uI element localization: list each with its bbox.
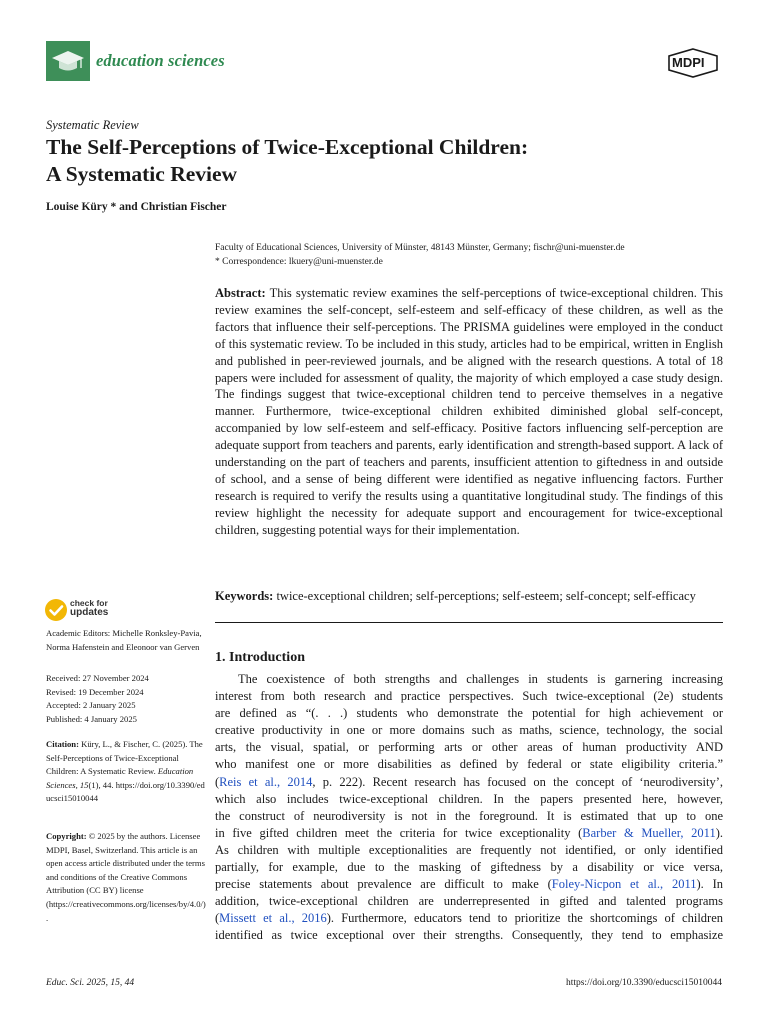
- body-line: [215, 688, 723, 705]
- affiliations: [215, 242, 625, 269]
- body-text-segment: ). Furthermore, educators tend to prioritize the shortcomings of children: [326, 911, 723, 926]
- copyright-block: [46, 830, 206, 925]
- body-text-segment: the construct of neurodiversity is not in the foreground. It is estimated that up to one: [215, 808, 723, 823]
- body-text-segment: As children with multiple exceptionalities are frequently not identified, or only identified: [215, 842, 723, 857]
- body-line: [215, 774, 723, 791]
- mdpi-logo[interactable]: [664, 47, 722, 79]
- citation-link[interactable]: Barber & Mueller, 2011: [582, 825, 716, 840]
- body-text-segment: precise statements about prevalence are difficult to make (: [215, 877, 552, 892]
- body-line: [215, 808, 723, 825]
- body-text-segment: are defined as “(. . .) students who demonstrate the potential for high achievement or: [215, 706, 723, 721]
- footer-doi[interactable]: https://doi.org/10.3390/educsci15010044: [565, 978, 722, 988]
- publication-dates: [46, 672, 206, 726]
- abstract-label: Abstract:: [215, 286, 266, 300]
- author-list: Louise Küry * and Christian Fischer: [46, 201, 227, 213]
- body-line: [215, 842, 723, 859]
- affiliation-line: Faculty of Educational Sciences, University of Münster, 48143 Münster, Germany; fischr@uni-muenster.de: [215, 243, 625, 253]
- check-for-updates-label[interactable]: [70, 599, 108, 617]
- body-line: [215, 927, 723, 944]
- body-line: [215, 756, 723, 773]
- body-text-segment: (: [215, 774, 220, 789]
- citation-link[interactable]: Reis et al., 2014: [219, 774, 313, 789]
- body-line: [215, 825, 723, 842]
- abstract: [215, 285, 723, 539]
- article-title: [46, 134, 706, 188]
- citation-label: Citation:: [46, 739, 79, 749]
- footer-left-text: Educ. Sci. 2025, 15, 44: [46, 978, 135, 988]
- publisher-name: MDPI: [672, 55, 705, 70]
- keywords-label: Keywords:: [215, 589, 274, 603]
- citation-block: [46, 738, 206, 806]
- body-text-segment: , p. 222). Recent research has focused on the concept of ‘neurodiversity’,: [312, 774, 723, 789]
- copyright-label: Copyright:: [46, 831, 87, 841]
- body-text-segment: interest from both research and practice perspectives. Such twice-exceptional (2e) students: [215, 689, 723, 704]
- graduation-cap-icon: [46, 41, 90, 81]
- citation-text: Küry, L., & Fischer, C. (2025). The Self-Perceptions of Twice-Exceptional Children: A Systematic Review.: [46, 739, 203, 777]
- article-type: Systematic Review: [46, 118, 139, 132]
- date-revised: Revised: 19 December 2024: [46, 686, 144, 697]
- abstract-text: This systematic review examines the self-perceptions of twice-exceptional children. This review examines the self-concept, self-esteem and self-efficacy of these children, as well as the factors that influence their self-perceptions. The PRISMA guidelines were employed in the conduct of this systematic review. To be included in this study, articles had to be empirical, written in English and published in peer-reviewed journals, and be aligned with the research questions. A total of 18 papers were included for assessment of quality, the majority of which employed a case study design. The findings suggest that twice-exceptional children tend to perceive themselves in a negative manner. Furthermore, twice-exceptional children exhibited diminished global self-concept, accompanied by low self-esteem and self-efficacy. Positive factors influencing self-perception are adequate support from teachers and parents, early identification and strength-based support. A lack of understanding on the part of teachers and parents, insufficient attention to giftedness in and outside of school, and a sense of being different were identified as negative influencing factors. Further research is required to verify the results using a quantitative longitudinal study. The findings of this review highlight the necessity for adequate support and encouragement for twice-exceptional children, suggesting potential ways for their implementation.: [215, 286, 723, 537]
- citation-rest[interactable]: (1), 44. https://doi.org/10.3390/educsci15010044: [46, 779, 205, 804]
- copyright-text: © 2025 by the authors. Licensee MDPI, Basel, Switzerland. This article is an open access article distributed under the terms and conditions of the Creative Commons Attribution (CC BY) license (https://creativecommons.org/licenses/by/4.0/).: [46, 831, 206, 923]
- title-line-1: The Self-Perceptions of Twice-Exceptional Children:: [46, 135, 529, 159]
- body-text-segment: partially, for example, due to the masking of giftedness by a disability or vice versa,: [215, 860, 723, 875]
- title-line-2: A Systematic Review: [46, 162, 238, 186]
- body-line: [215, 859, 723, 876]
- body-line: [215, 705, 723, 722]
- body-line: [215, 876, 723, 893]
- body-text-segment: arts, the visual, spatial, or performing arts or other areas of human productivity AND: [215, 740, 723, 755]
- body-text-segment: in five gifted children meet the criteria for twice exceptionality (: [215, 825, 583, 840]
- body-text-segment: ). In: [696, 877, 724, 892]
- body-line: [215, 893, 723, 910]
- section-divider: [215, 622, 723, 623]
- body-text-segment: addition, twice-exceptional children are underrepresented in gifted and talented programs: [215, 894, 723, 909]
- citation-link[interactable]: Foley-Nicpon et al., 2011: [551, 877, 697, 892]
- citation-link[interactable]: Missett et al., 2016: [219, 911, 327, 926]
- body-line: [215, 791, 723, 808]
- journal-name[interactable]: education sciences: [96, 51, 225, 70]
- check-for-updates-badge[interactable]: [43, 597, 69, 628]
- body-text-segment: identified as twice exceptional over their strengths. Consequently, they tend to emphasize: [215, 928, 723, 943]
- journal-logo: [46, 41, 90, 81]
- body-text-segment: who manifest one or more disabilities as defined by federal or state eligibility criteria.”: [215, 757, 723, 772]
- body-text-segment: The coexistence of both strengths and challenges in students is garnering increasing: [238, 672, 723, 686]
- body-text-segment: creative productivity in one or more domains such as maths, science, technology, the social: [215, 723, 723, 738]
- body-line: [215, 722, 723, 739]
- date-received: Received: 27 November 2024: [46, 673, 149, 683]
- academic-editors: Academic Editors: Michelle Ronksley-Pavia, Norma Hafenstein and Eleonoor van Gerven: [46, 628, 202, 652]
- check-label-line2: updates: [70, 607, 109, 618]
- keywords-text: twice-exceptional children; self-perceptions; self-esteem; self-concept; self-efficacy: [276, 589, 696, 603]
- section-heading-introduction: 1. Introduction: [215, 650, 305, 665]
- correspondence-line: * Correspondence: lkuery@uni-muenster.de: [215, 256, 383, 267]
- date-published: Published: 4 January 2025: [46, 713, 137, 724]
- keywords: [215, 588, 723, 604]
- date-accepted: Accepted: 2 January 2025: [46, 700, 136, 711]
- body-text-segment: ).: [715, 825, 723, 840]
- introduction-body: [215, 671, 723, 945]
- footer-journal-citation: [46, 978, 134, 988]
- body-text-segment: (: [215, 911, 220, 926]
- citation-journal: Education Sciences, 15: [46, 766, 194, 790]
- body-text-segment: which also includes twice-exceptional children. In the papers presented here, however,: [215, 791, 723, 806]
- check-label-line1: check for: [70, 598, 108, 608]
- body-line: [215, 671, 723, 688]
- body-line: [215, 739, 723, 756]
- check-for-updates-icon: [43, 597, 69, 623]
- body-line: [215, 910, 723, 927]
